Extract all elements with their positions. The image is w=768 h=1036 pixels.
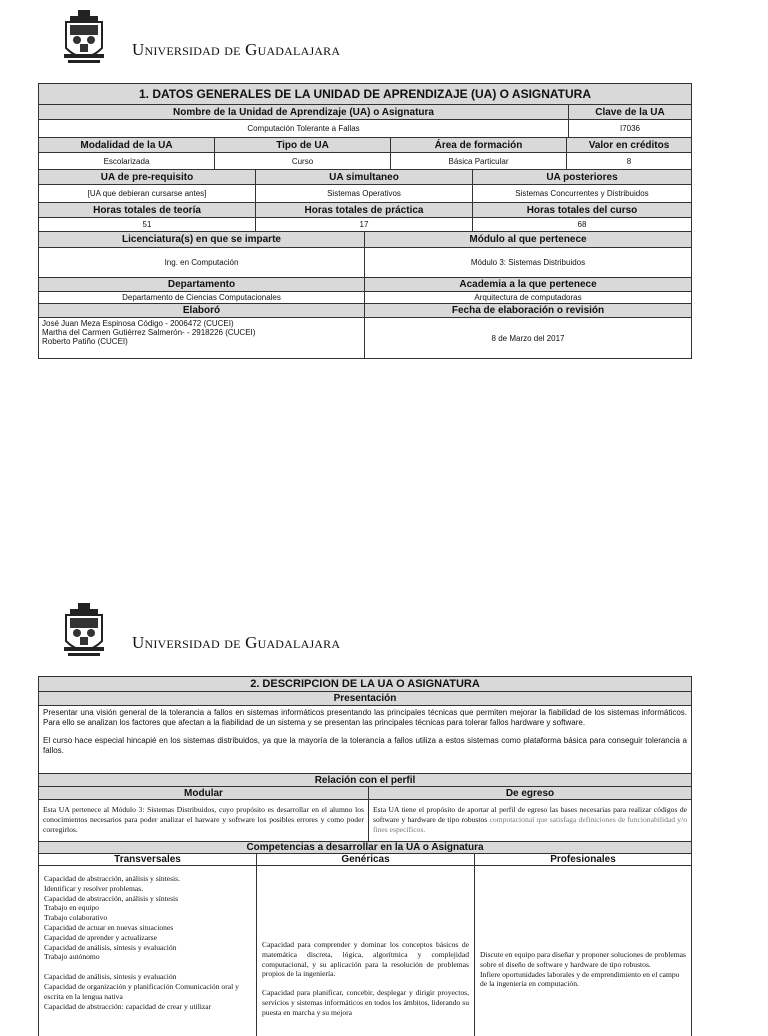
university-name: Universidad de Guadalajara [132,40,341,59]
transversal-item: Trabajo colaborativo [44,913,108,923]
academia-value: Arquitectura de computadoras [474,293,582,302]
licenciatura-label: Licenciatura(s) en que se imparte [39,232,365,247]
modulo-value: Módulo 3: Sistemas Distribuidos [470,258,586,267]
page1-header [60,10,360,70]
egreso-text [369,800,691,841]
prereq-value: [UA que debieran cursarse antes] [39,185,256,202]
genericas-content [257,866,475,1036]
elaborador-line: José Juan Meza Espinosa Código - 2006472 (CUCEI) [42,319,234,328]
transversal-item: Capacidad de organización y planificación Comunicación oral y escrita en la lengua nativa [44,981,239,1001]
elaborador-line: Martha del Carmen Gutiérrez Salmerón- - 2918226 (CUCEI) [42,328,256,337]
university-seal-icon [60,10,108,70]
competencias-label: Competencias a desarrollar en la UA o Asignatura [246,842,484,853]
relacion-label: Relación con el perfil [314,774,416,786]
area-value: Básica Particular [391,153,567,169]
curso-label: Horas totales del curso [526,204,638,216]
university-seal-icon [60,603,108,663]
elaboro-value [39,318,365,358]
datos-generales-table [38,83,692,359]
presentacion-paragraph: El curso hace especial hincapié en los sistemas distribuidos, ya que la mayoría de la tolerancia a fallos utiliza a estos sistemas como plataforma básica para conseguir tolerancia a fallos. [43,736,687,755]
profesionales-content [475,866,691,1036]
simultaneo-label: UA simultaneo [256,170,473,184]
transversal-item: Capacidad de abstracción: capacidad de crear y utilizar [44,1001,212,1011]
profesional-paragraph: Infiere oportunidades laborales y de emprendimiento en el campo de la ingeniería en computación. [480,969,680,989]
fecha-value: 8 de Marzo del 2017 [491,333,565,343]
simultaneo-value: Sistemas Operativos [256,185,473,202]
fecha-label: Fecha de elaboración o revisión [451,305,605,316]
valor-label: Valor en créditos [588,139,670,151]
transversal-item: Trabajo autónomo [44,952,100,962]
section1-title: 1. DATOS GENERALES DE LA UNIDAD DE APRENDIZAJE (UA) O ASIGNATURA [138,87,592,101]
transversal-item: Trabajo en equipo [44,903,99,913]
area-label: Área de formación [391,138,567,152]
posteriores-value: Sistemas Concurrentes y Distribuidos [515,189,649,198]
prereq-label: UA de pre-requisito [39,170,256,184]
nombre-value: Computación Tolerante a Fallas [39,120,569,137]
licenciatura-value: Ing. en Computación [39,248,365,277]
clave-value: I7036 [619,124,641,133]
departamento-label: Departamento [39,278,365,291]
transversal-item: Capacidad de actuar en nuevas situaciones [44,922,174,932]
academia-label: Academia a la que pertenece [459,279,597,290]
teoria-value: 51 [39,218,256,231]
posteriores-label: UA posteriores [546,171,618,183]
clave-label: Clave de la UA [595,106,665,118]
generica-paragraph: Capacidad para comprender y dominar los conceptos básicos de matemática discreta, lógica, algorítmica y complejidad computacional, y su aplicación para la resolución de problemas propios de la ingeniería. [262,940,469,979]
transversal-item: Capacidad de abstracción, análisis y síntesis. [44,874,181,883]
university-name: Universidad de Guadalajara [132,633,341,652]
nombre-label: Nombre de la Unidad de Aprendizaje (UA) o Asignatura [39,105,569,119]
descripcion-table [38,676,692,1036]
modular-label: Modular [39,787,369,799]
page2-header [60,603,360,663]
egreso-text-secondary: computacional que satisfaga definiciones de funcionabilidad y/o fines específicos. [373,815,688,834]
section2-title: 2. DESCRIPCION DE LA UA O ASIGNATURA [250,678,480,690]
transversal-item: Identificar y resolver problemas. [44,883,144,893]
transversal-item: Capacidad de abstracción, análisis y síntesis [44,893,179,903]
presentacion-paragraph: Presentar una visión general de la tolerancia a fallos en sistemas informáticos presentando las principales técnicas que permiten mejorar la fiabilidad de los sistemas informáticos. Para ello se analizan los factores que afectan a la fiabilidad de un sistema y se presentan las principales técnicas para tolerar fallos hardware y software. [43,708,687,727]
egreso-text-main: Esta UA tiene el propósito de aportar al perfil de egreso las bases necesarias para realizar códigos de software y hardware de tipo robustos [373,805,687,824]
practica-label: Horas totales de práctica [256,203,473,217]
presentacion-label: Presentación [333,693,397,704]
departamento-value: Departamento de Ciencias Computacionales [39,292,365,303]
generica-paragraph: Capacidad para planificar, concebir, desplegar y dirigir proyectos, servicios y sistemas informáticos en todos los ámbitos, liderando su puesta en marcha y su mejora [262,988,469,1017]
modalidad-label: Modalidad de la UA [39,138,215,152]
modulo-label: Módulo al que pertenece [469,234,587,245]
modular-text: Esta UA pertenece al Módulo 3: Sistemas Distribuidos, cuyo propósito es desarrollar en el alumno los conocimientos necesarios para poder analizar el harware y software los posibles errores y como poder corregirlos. [39,800,369,841]
egreso-label: De egreso [505,787,555,799]
practica-value: 17 [256,218,473,231]
presentacion-text [39,706,691,773]
modalidad-value: Escolarizada [39,153,215,169]
profesional-paragraph: Discute en equipo para diseñar y proponer soluciones de problemas sobre el diseño de software y hardware de tipo robustos. [480,950,686,969]
profesionales-label: Profesionales [550,854,616,865]
tipo-label: Tipo de UA [215,138,391,152]
genericas-label: Genéricas [257,854,475,865]
elaborador-line: Roberto Patiño (CUCEI) [42,337,128,346]
transversal-item: Capacidad de análisis, síntesis y evaluación [44,972,177,982]
transversales-content [39,866,257,1036]
transversales-label: Transversales [39,854,257,865]
valor-value: 8 [626,156,632,166]
elaboro-label: Elaboró [39,304,365,317]
transversal-item: Capacidad de aprender y actualizarse [44,932,157,942]
tipo-value: Curso [215,153,391,169]
curso-value: 68 [577,220,587,229]
teoria-label: Horas totales de teoría [39,203,256,217]
transversal-item: Capacidad de análisis, síntesis y evaluación [44,942,177,952]
